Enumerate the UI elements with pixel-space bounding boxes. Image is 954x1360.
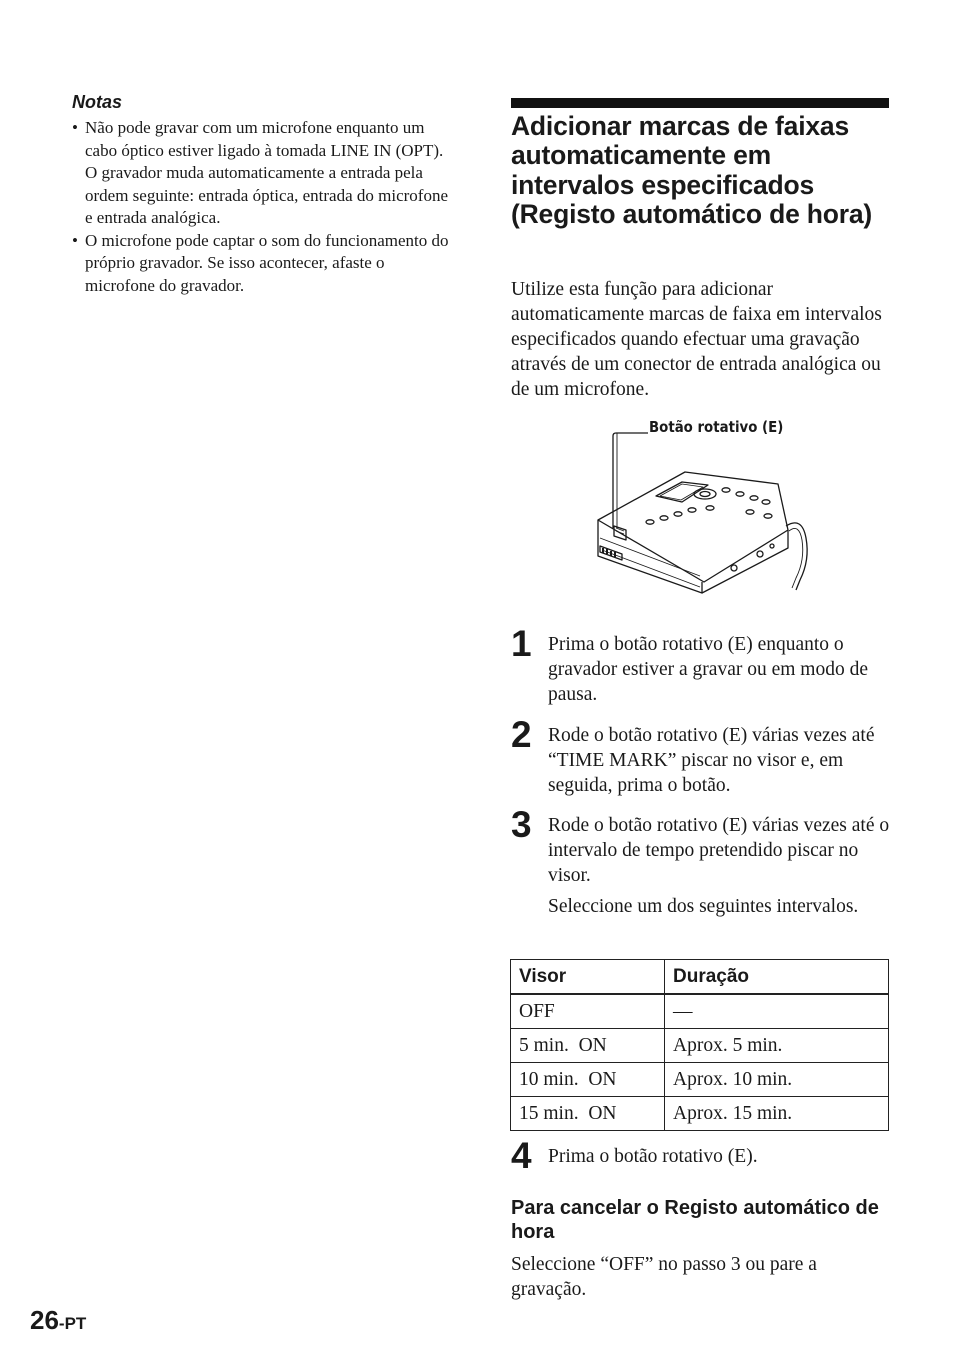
note-item [72, 230, 457, 298]
bullet-icon: • [72, 118, 78, 137]
table-cell: Aprox. 15 min. [665, 1097, 889, 1131]
notes-list [72, 117, 457, 297]
note-item [72, 117, 457, 230]
column-header-duracao: Duração [665, 960, 889, 995]
section-rule [511, 98, 889, 108]
note-text: O microfone pode captar o som do funcionamento do próprio gravador. Se isso acontecer, afaste o microfone do gravador. [85, 230, 449, 295]
step-4 [511, 1135, 891, 1176]
table-cell: Aprox. 5 min. [665, 1029, 889, 1063]
table-cell: 15 min. ON [511, 1097, 665, 1131]
table-row [511, 1063, 889, 1097]
table-cell: OFF [511, 994, 665, 1029]
page-number-value: 26 [30, 1305, 59, 1335]
page-number [30, 1305, 86, 1336]
table-row [511, 1097, 889, 1131]
table-cell: 5 min. ON [511, 1029, 665, 1063]
note-text: Não pode gravar com um microfone enquanto um cabo óptico estiver ligado à tomada LINE IN (OPT). O gravador muda automaticamente a entrada pela ordem seguinte: entrada óptica, entrada do microfone e entrada analógica. [85, 118, 448, 227]
bullet-icon: • [72, 230, 78, 250]
step-text: Rode o botão rotativo (E) várias vezes até o intervalo de tempo pretendido piscar no visor. [548, 815, 890, 886]
section-title: Adicionar marcas de faixas automaticamente em intervalos especificados (Registo automático de hora) [511, 111, 873, 229]
interval-table [510, 959, 889, 1131]
step-1 [511, 623, 891, 707]
cancel-heading: Para cancelar o Registo automático de hora [511, 1197, 879, 1243]
step-3 [511, 804, 891, 919]
notes-heading: Notas [72, 92, 123, 112]
table-row [511, 994, 889, 1029]
step-subtext: Seleccione um dos seguintes intervalos. [548, 896, 859, 917]
step-2 [511, 714, 891, 798]
step-text: Rode o botão rotativo (E) várias vezes até “TIME MARK” piscar no visor e, em seguida, prima o botão. [548, 725, 875, 796]
md-recorder-illustration [590, 410, 820, 600]
column-header-visor: Visor [511, 960, 665, 995]
section-intro: Utilize esta função para adicionar automaticamente marcas de faixa em intervalos especificados quando efectuar uma gravação através de um conector de entrada analógica ou de um microfone. [511, 279, 882, 400]
cancel-text: Seleccione “OFF” no passo 3 ou pare a gravação. [511, 1254, 817, 1300]
page-number-suffix: -PT [58, 1314, 87, 1333]
step-text: Prima o botão rotativo (E) enquanto o gravador estiver a gravar ou em modo de pausa. [548, 634, 868, 705]
step-number: 1 [511, 623, 532, 664]
step-text: Prima o botão rotativo (E). [548, 1146, 758, 1167]
table-header-row [511, 960, 889, 995]
table-row [511, 1029, 889, 1063]
table-cell: — [665, 994, 889, 1029]
step-number: 2 [511, 714, 532, 755]
figure-label: Botão rotativo (E) [649, 418, 784, 436]
step-number: 3 [511, 804, 532, 845]
notes-section [72, 92, 457, 297]
step-number: 4 [511, 1135, 532, 1176]
table-cell: Aprox. 10 min. [665, 1063, 889, 1097]
table-cell: 10 min. ON [511, 1063, 665, 1097]
